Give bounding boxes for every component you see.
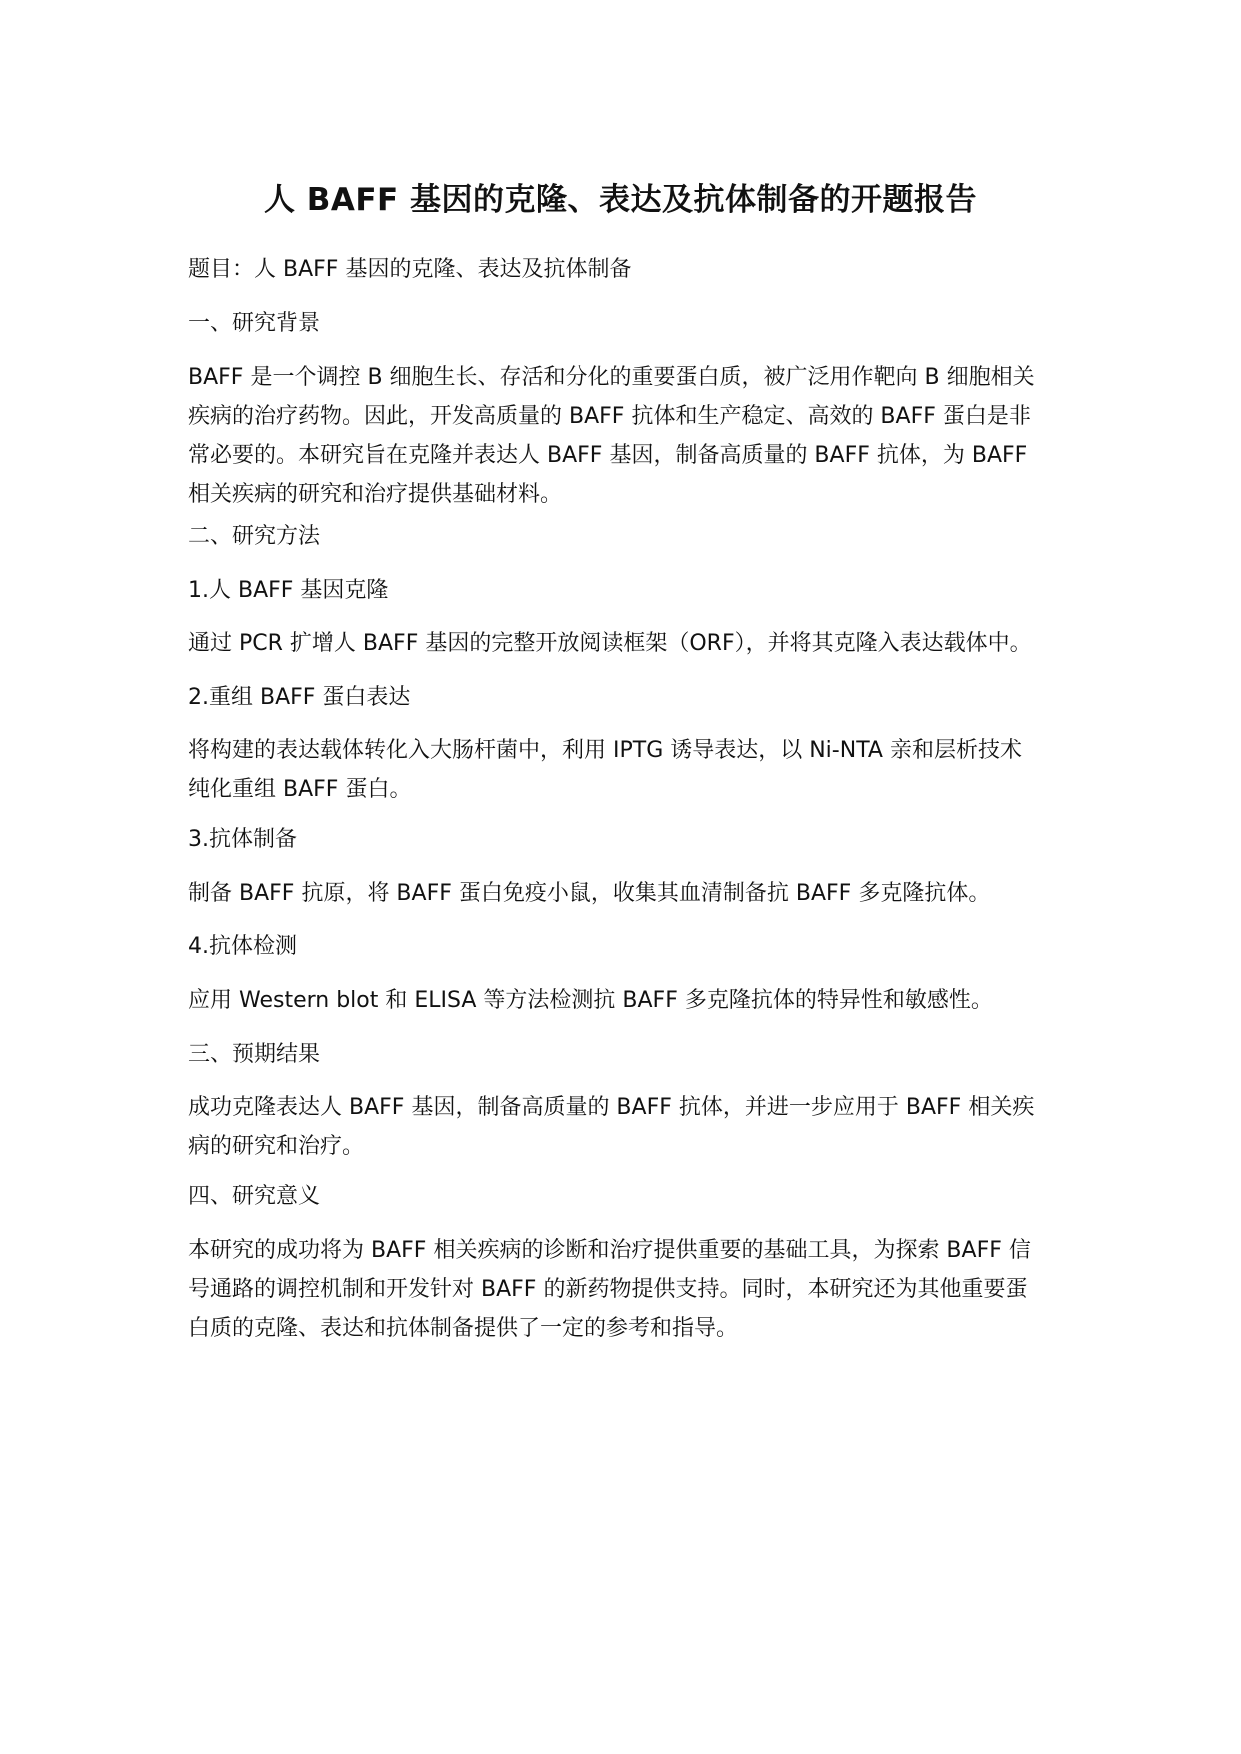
paragraph-line: 病的研究和治疗。 [188,1134,365,1159]
antibody-detection-paragraph [188,981,1068,1020]
paragraph-line: 号通路的调控机制和开发针对 BAFF 的新药物提供支持。同时，本研究还为其他重要蛋 [188,1277,1028,1302]
paragraph-line: BAFF 是一个调控 B 细胞生长、存活和分化的重要蛋白质，被广泛用作靶向 B 细胞相关 [188,365,1035,390]
paragraph-line: 白质的克隆、表达和抗体制备提供了一定的参考和指导。 [188,1316,739,1341]
paragraph-line: 将构建的表达载体转化入大肠杆菌中，利用 IPTG 诱导表达，以 Ni-NTA 亲和层析技术 [188,738,1022,763]
paragraph-line: 应用 Western blot 和 ELISA 等方法检测抗 BAFF 多克隆抗体的特异性和敏感性。 [188,988,993,1013]
expected-results-paragraph [188,1088,1068,1166]
subheading-protein-expression: 2.重组 BAFF 蛋白表达 [188,685,411,710]
topic-line: 题目：人 BAFF 基因的克隆、表达及抗体制备 [188,257,632,282]
paragraph-line: 常必要的。本研究旨在克隆并表达人 BAFF 基因，制备高质量的 BAFF 抗体，为 BAFF [188,443,1028,468]
section-heading-background: 一、研究背景 [188,311,321,336]
paragraph-line: 成功克隆表达人 BAFF 基因，制备高质量的 BAFF 抗体，并进一步应用于 BAFF 相关疾 [188,1095,1035,1120]
subheading-antibody-detection: 4.抗体检测 [188,934,297,959]
subheading-gene-cloning: 1.人 BAFF 基因克隆 [188,578,389,603]
protein-expression-paragraph [188,731,1068,809]
paragraph-line: 疾病的治疗药物。因此，开发高质量的 BAFF 抗体和生产稳定、高效的 BAFF 蛋白是非 [188,404,1031,429]
paragraph-line: 本研究的成功将为 BAFF 相关疾病的诊断和治疗提供重要的基础工具，为探索 BAFF 信 [188,1238,1031,1263]
section-heading-methods: 二、研究方法 [188,524,321,549]
section-heading-expected-results: 三、预期结果 [188,1042,321,1067]
background-paragraph [188,358,1068,514]
paragraph-line: 纯化重组 BAFF 蛋白。 [188,777,412,802]
paragraph-line: 制备 BAFF 抗原，将 BAFF 蛋白免疫小鼠，收集其血清制备抗 BAFF 多克隆抗体。 [188,881,991,906]
section-heading-significance: 四、研究意义 [188,1184,321,1209]
significance-paragraph [188,1231,1068,1348]
paragraph-line: 通过 PCR 扩增人 BAFF 基因的完整开放阅读框架（ORF），并将其克隆入表达载体中。 [188,631,1032,656]
subheading-antibody-preparation: 3.抗体制备 [188,827,297,852]
document-title: 人 BAFF 基因的克隆、表达及抗体制备的开题报告 [263,182,978,218]
paragraph-line: 相关疾病的研究和治疗提供基础材料。 [188,482,563,507]
antibody-preparation-paragraph [188,874,1068,913]
gene-cloning-paragraph [188,624,1068,663]
